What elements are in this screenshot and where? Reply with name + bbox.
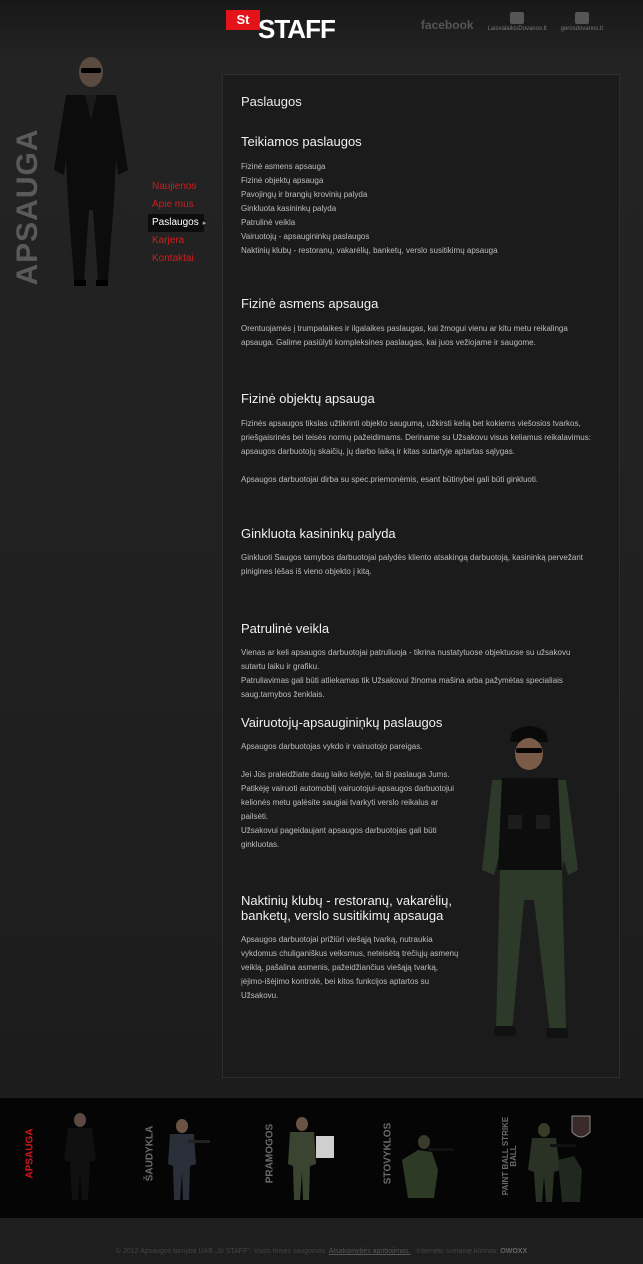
list-item: Fizinė asmens apsauga (241, 162, 326, 171)
text-line: Užsakovu. (241, 991, 279, 1000)
footer-thumb-label: APSAUGA (24, 1128, 36, 1179)
text-line: apsauga. Galime pasiūlyti kompleksines paslaugas, kai juos vežiojame ir saugome. (241, 338, 536, 347)
list-item: Pavojingų ir brangių krovinių palyda (241, 190, 368, 199)
text-line: saug.tarnybos ženklais. (241, 690, 325, 699)
text-line: kelionės metu galėsite saugiai tvarkyti verslo reikalus ar (241, 798, 438, 807)
nav-item-paslaugos[interactable] (148, 214, 207, 232)
section-title-object-protection: Fizinė objektų apsauga (241, 391, 375, 406)
text-line: apsaugos darbuotojų skaičių, jų darbo laiką ir kitas sutartyje aptartas sąlygas. (241, 447, 515, 456)
title-line: Naktinių klubų - restoranų, vakarėlių, (241, 893, 452, 908)
text-line: priešgaisrinės bei teisės normų pažeidimams. Deriname su Užsakovu visus keliamus reikalavimus: (241, 433, 591, 442)
text-line: Ginkluoti Saugos tarnybos darbuotojai palydės kliento atsakingą darbuotoją, kasininką pervežant (241, 553, 583, 562)
thumb-figure-image (522, 1110, 602, 1205)
text-line: Apsaugos darbuotojai prižiūri viešąją tvarką, nutraukia (241, 935, 433, 944)
text-line: ginkluotas. (241, 840, 280, 849)
facebook-link[interactable]: facebook (420, 18, 474, 32)
nav-item-kontaktai[interactable]: Kontaktai (152, 253, 194, 264)
section-title-personal-protection: Fizinė asmens apsauga (241, 296, 379, 311)
list-item: Fizinė objektų apsauga (241, 176, 324, 185)
partner-laisvalaikis[interactable] (488, 12, 547, 32)
section-text-object-protection (241, 417, 611, 487)
st-staff-logo[interactable] (226, 10, 335, 44)
section-text-cashier-escort (241, 551, 611, 579)
text-line: Patikėję vairuoti automobilį vairuotojui-apsaugos darbuotojui (241, 784, 455, 793)
footer-thumb-stovyklos[interactable] (378, 1110, 478, 1205)
title-line: banketų, verslo susitikimų apsauga (241, 908, 444, 923)
guard-in-suit-image (46, 50, 136, 290)
hero-section (0, 40, 210, 310)
section-title-patrol: Patrulinė veikla (241, 621, 330, 636)
footer-thumb-label: ŠAUDYKLA (144, 1125, 156, 1182)
laisvalaikis-icon (510, 12, 524, 24)
text-line: Vienas ar keli apsaugos darbuotojai patruliuoja - tikrina nustatytuose objektuose su užsakovu (241, 648, 571, 657)
created-by-label: Interneto svetainę kūrinas: (416, 1248, 499, 1255)
thumb-figure-image (282, 1112, 342, 1202)
section-text-patrol (241, 646, 611, 702)
section-text-night-clubs (241, 933, 471, 1003)
text-line: Apsaugos darbuotojas vykdo ir vairuotojo pareigas. (241, 742, 423, 751)
list-item: Ginkluota kasininkų palyda (241, 204, 337, 213)
nav-item-karjera[interactable]: Karjera (152, 235, 185, 246)
text-line: Jei Jūs praleidžiate daug laiko kelyje, tai ši paslauga Jums. (241, 770, 450, 779)
text-line: Apsaugos darbuotojai dirba su spec.priemonėmis, esant būtinybei gali būti ginkluoti. (241, 475, 539, 484)
footer-thumb-apsauga[interactable] (20, 1110, 120, 1205)
footer-thumb-saudykla[interactable] (140, 1110, 240, 1205)
copyright-text: © 2012 Apsaugos tarnyba UAB „St STAFF". Visos teisės saugomos. (115, 1248, 328, 1255)
text-line: veiklą, pašalina asmenis, pažeidžiančius viešąją tvarką, (241, 963, 438, 972)
partner-links (421, 10, 603, 32)
thumb-figure-image (398, 1120, 458, 1200)
section-title-night-clubs (241, 893, 452, 923)
partner-gerosdovanos[interactable] (561, 12, 603, 32)
partner-laisvalaikis-label: LaisvalaikisDovanos.lt (487, 26, 547, 32)
section-text-driver-guard (241, 740, 471, 852)
nav-item-naujienos[interactable]: Naujienos (152, 181, 197, 192)
gerosdovanos-icon (575, 12, 589, 24)
list-item: Patrulinė veikla (241, 218, 296, 227)
nav-item-paslaugos-label: Paslaugos (152, 217, 199, 228)
footer-thumb-label: STOVYKLOS (382, 1122, 394, 1185)
footer-thumb-label: PAINT BALL STRIKE BALL (501, 1116, 518, 1196)
text-line (241, 459, 611, 473)
text-line: sutartu laiku ir grafiku. (241, 662, 320, 671)
text-line: pailsėti. (241, 812, 269, 821)
section-title-cashier-escort: Ginkluota kasininkų palyda (241, 526, 396, 541)
offered-services-title: Teikiamos paslaugos (241, 134, 362, 149)
thumb-figure-image (162, 1114, 212, 1202)
text-line: pinigines lėšas iš vieno objekto į kitą. (241, 567, 372, 576)
partner-gerosdovanos-label: gerosdovanos.lt (560, 26, 603, 32)
offered-services-list (241, 160, 498, 258)
main-nav (148, 178, 207, 268)
text-line (241, 754, 471, 768)
text-line: įėjimo-išėjimo kontrolė, bei kitos funkcijos aptartos su (241, 977, 430, 986)
logo-badge: St (226, 10, 260, 30)
nav-item-apie-mus[interactable]: Apie mus (152, 199, 194, 210)
text-line: Patruliavimas gali būti atliekamas tik Užsakovui žinoma mašina arba pažymėtas specialiais (241, 676, 563, 685)
tactical-guard-image (470, 720, 600, 1050)
text-line: vykdomus chuliganiškus veiksmus, neteisėtą trečiųjų asmenų (241, 949, 459, 958)
active-arrow-icon: ▸ (202, 220, 207, 227)
section-title-driver-guard: Vairuotojų-apsauginiņkų paslaugos (241, 715, 443, 730)
footer-thumb-paintball[interactable] (500, 1110, 600, 1205)
hero-vertical-title: APSAUGA (11, 128, 44, 286)
list-item: Vairuotojų - apsaugininkų paslaugos (241, 232, 370, 241)
text-line: Fizinės apsaugos tikslas užtikrinti objekto saugumą, užkirsti kelią bet kokiems viešosios tvarkos, (241, 419, 581, 428)
list-item: Naktinių klubų - restoranų, vakarėlių, banketų, verslo susitikimų apsauga (241, 246, 498, 255)
copyright-bar (0, 1248, 643, 1255)
text-line: Orentuojamės į trumpalaikes ir ilgalaikes paslaugas, kai žmogui vienu ar kitu metu reikalinga (241, 324, 568, 333)
page-title: Paslaugos (241, 94, 302, 109)
owoxx-link[interactable]: OWOXX (500, 1248, 528, 1255)
thumb-figure-image (60, 1110, 100, 1202)
footer-thumb-label: PRAMOGOS (264, 1123, 276, 1184)
privacy-link[interactable]: Atsakomybės apribojimas. (328, 1248, 411, 1255)
section-text-personal-protection (241, 322, 611, 350)
footer-thumb-pramogos[interactable] (260, 1110, 360, 1205)
logo-text: STAFF (258, 14, 335, 44)
text-line: Užsakovui pageidaujant apsaugos darbuotojas gali būti (241, 826, 437, 835)
